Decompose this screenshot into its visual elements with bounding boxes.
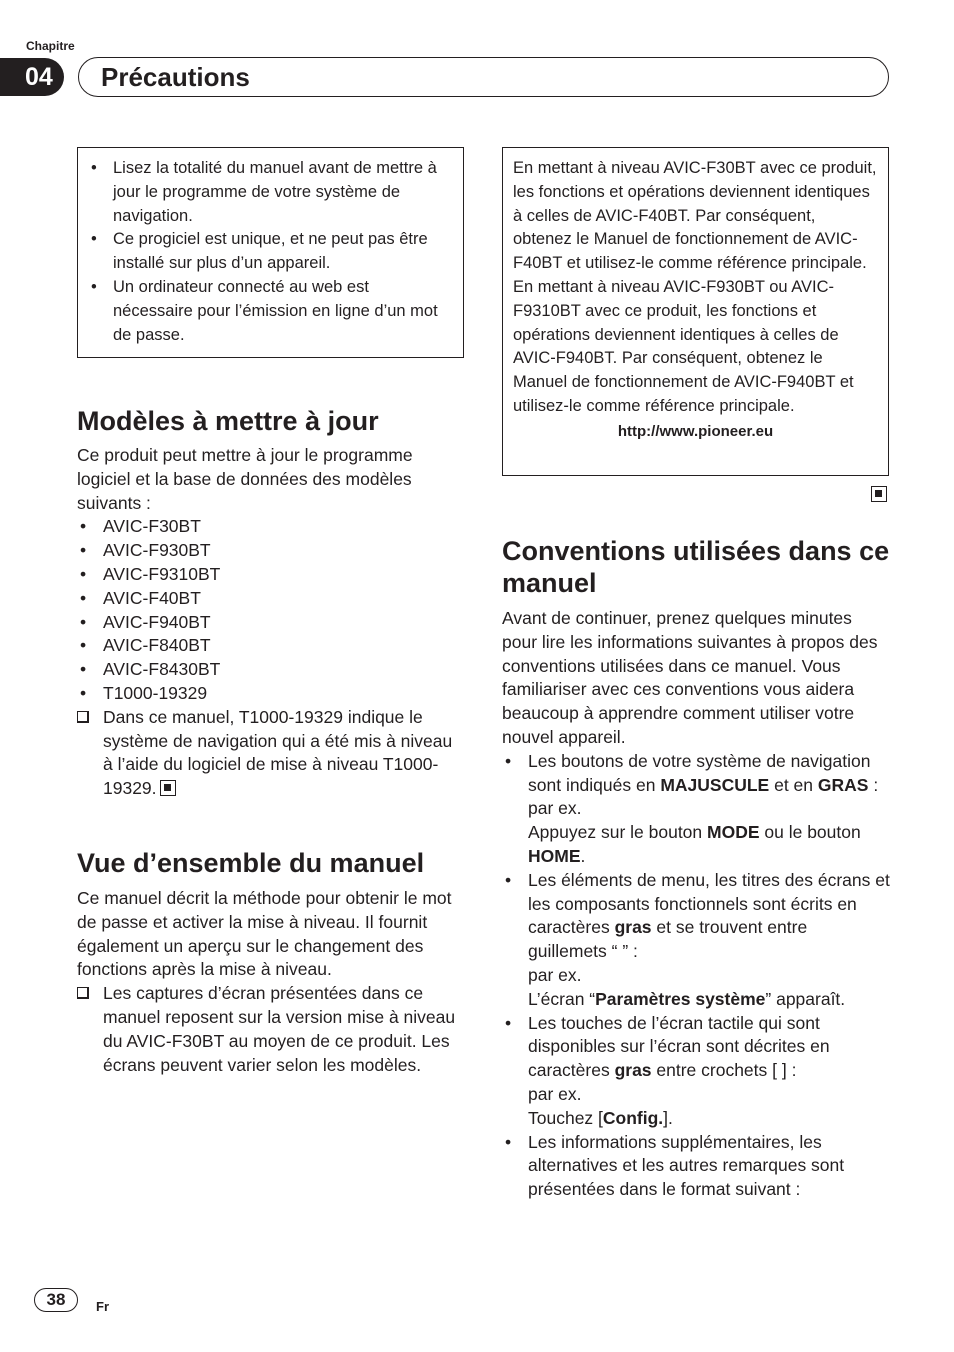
language-code: Fr <box>96 1299 109 1314</box>
vue-section <box>77 887 465 1077</box>
conventions-list <box>502 750 890 1202</box>
model-item: • T1000-19329 <box>77 682 465 706</box>
note-item: • Un ordinateur connecté au web est nécessaire pour l’émission en ligne d’un mot de passe. <box>88 276 449 347</box>
model-item: • AVIC-F40BT <box>77 587 465 611</box>
upgrade-note-box <box>502 147 889 476</box>
checkbox-bullet-icon <box>77 987 89 999</box>
modeles-note <box>77 706 465 801</box>
model-item: • AVIC-F9310BT <box>77 563 465 587</box>
model-item: • AVIC-F930BT <box>77 539 465 563</box>
section-heading-conventions: Conventions utilisées dans ce manuel <box>502 536 890 598</box>
section-heading-vue: Vue d’ensemble du manuel <box>77 848 425 878</box>
modeles-note-text: Dans ce manuel, T1000-19329 indique le système de navigation qui a été mis à niveau à l’aide du logiciel de mise à niveau T1000-19329. <box>103 706 453 799</box>
model-list <box>77 515 465 705</box>
model-item: • AVIC-F30BT <box>77 515 465 539</box>
precautions-note-box <box>77 147 464 358</box>
convention-item: • Les informations supplémentaires, les alternatives et les autres remarques sont présentées dans le format suivant : <box>502 1131 890 1202</box>
model-item: • AVIC-F840BT <box>77 634 465 658</box>
section-heading-modeles: Modèles à mettre à jour <box>77 406 379 436</box>
note-paragraph: En mettant à niveau AVIC-F930BT ou AVIC-F9310BT avec ce produit, les fonctions et opérations deviennent identiques à celles de AVIC-F940BT. Par conséquent, obtenez le Manuel de fonctionnement de AVIC-F940BT et utilisez-le comme référence principale. <box>513 277 854 415</box>
note-item: • Lisez la totalité du manuel avant de mettre à jour le programme de votre système de navigation. <box>88 157 449 228</box>
conventions-intro: Avant de continuer, prenez quelques minutes pour lire les informations suivantes à propos des conventions utilisées dans ce manuel. Vous familiariser avec ces conventions vous aidera beaucoup à apprendre comment utiliser votre nouvel appareil. <box>502 608 878 747</box>
modeles-intro: Ce produit peut mettre à jour le programme logiciel et la base de données des modèles suivants : <box>77 445 413 513</box>
convention-item: • Les boutons de votre système de navigation sont indiqués en MAJUSCULE et en GRAS : par ex. Appuyez sur le bouton MODE ou le bouton HOME. <box>502 750 890 869</box>
checkbox-bullet-icon <box>77 711 89 723</box>
chapter-title: Précautions <box>78 57 889 97</box>
convention-item: • Les éléments de menu, les titres des écrans et les composants fonctionnels sont écrits en caractères gras et se trouvent entre guillemets “ ” : par ex. L’écran “Paramètres système” apparaît. <box>502 869 890 1012</box>
vue-intro: Ce manuel décrit la méthode pour obtenir le mot de passe et activer la mise à niveau. Il fournit également un aperçu sur le changement des fonctions après la mise à niveau. <box>77 888 452 980</box>
page-number: 38 <box>34 1288 78 1312</box>
note-paragraph: En mettant à niveau AVIC-F30BT avec ce produit, les fonctions et opérations deviennent identiques à celles de AVIC-F40BT. Par conséquent, obtenez le Manuel de fonctionnement de AVIC-F40BT et utilisez-le comme référence principale. <box>513 159 877 273</box>
conventions-section <box>502 607 890 1202</box>
vue-note <box>77 982 465 1077</box>
section-end-icon <box>871 486 887 502</box>
pioneer-url: http://www.pioneer.eu <box>617 422 774 440</box>
modeles-section <box>77 444 465 801</box>
convention-item: • Les touches de l’écran tactile qui sont disponibles sur l’écran sont décrites en caractères gras entre crochets [ ] : par ex. Touchez [Config.]. <box>502 1012 890 1131</box>
chapter-number-badge: 04 <box>0 58 64 96</box>
section-end-icon <box>160 780 176 796</box>
chapter-label: Chapitre <box>26 39 75 53</box>
note-item: • Ce progiciel est unique, et ne peut pas être installé sur plus d’un appareil. <box>88 228 449 276</box>
vue-note-text: Les captures d’écran présentées dans ce manuel reposent sur la version mise à niveau du AVIC-F30BT au moyen de ce produit. Les écrans peuvent varier selon les modèles. <box>103 983 456 1075</box>
model-item: • AVIC-F940BT <box>77 611 465 635</box>
model-item: • AVIC-F8430BT <box>77 658 465 682</box>
